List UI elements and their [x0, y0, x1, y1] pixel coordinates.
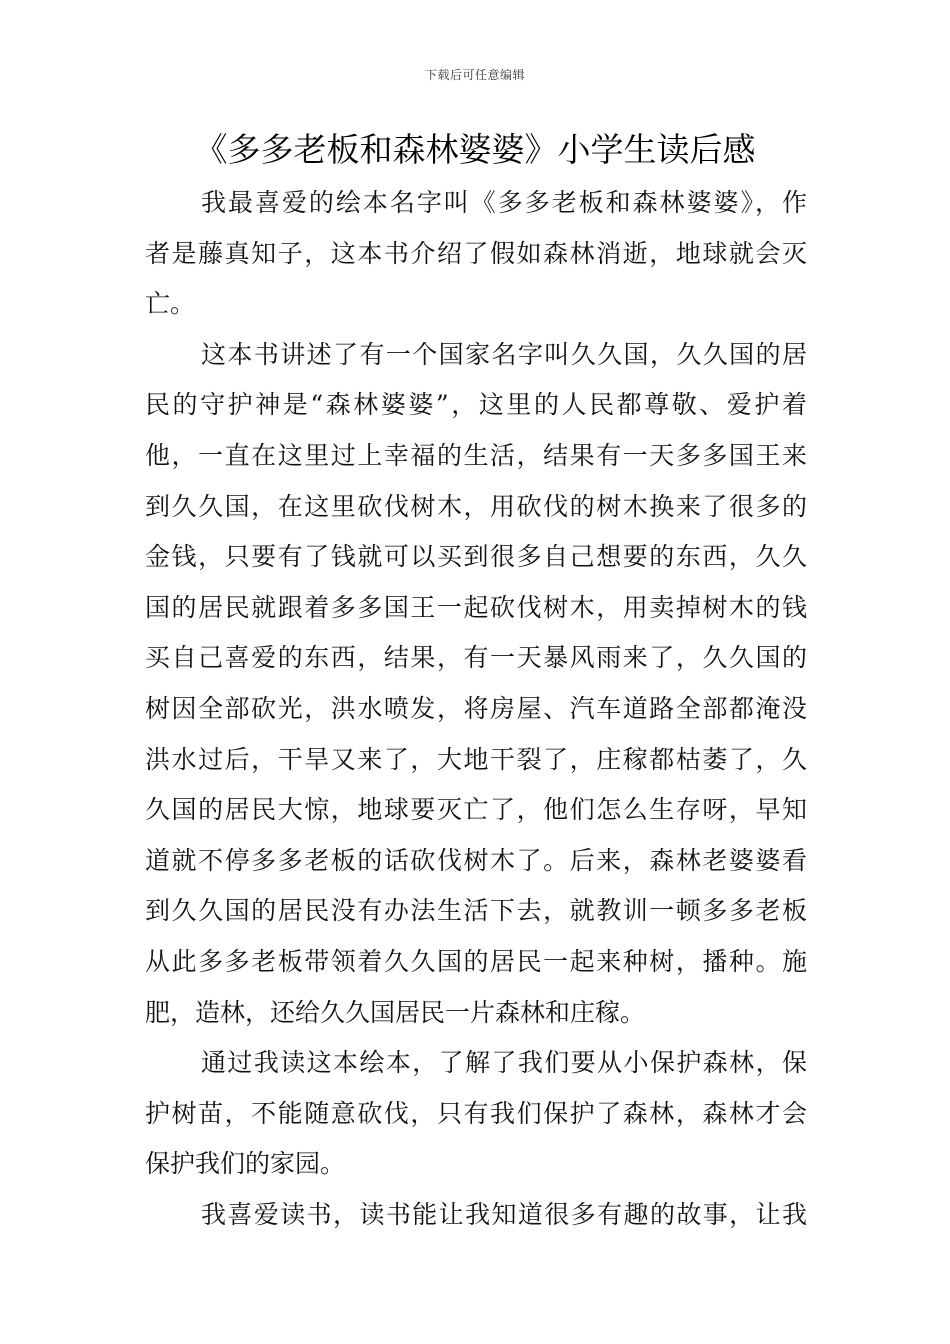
text-line: 道就不停多多老板的话砍伐树木了。后来，森林老婆婆看 — [145, 845, 807, 875]
text-line: 民的守护神是“森林婆婆”，这里的人民都尊敬、爱护着 — [145, 390, 807, 420]
text-line: 从此多多老板带领着久久国的居民一起来种树，播种。施 — [145, 946, 807, 976]
text-line: 肥，造林，还给久久国居民一片森林和庄稼。 — [145, 997, 646, 1027]
text-line: 保护我们的家园。 — [145, 1149, 346, 1179]
text-line: 我最喜爱的绘本名字叫《多多老板和森林婆婆》，作 — [201, 188, 807, 217]
text-line: 护树苗，不能随意砍伐，只有我们保护了森林，森林才会 — [145, 1098, 807, 1128]
document-title: 《多多老板和森林婆婆》小学生读后感 — [194, 130, 756, 169]
text-line: 到久久国的居民没有办法生活下去，就教训一顿多多老板 — [145, 896, 807, 926]
header-note: 下载后可任意编辑 — [424, 68, 525, 82]
text-line: 树因全部砍光，洪水喷发，将房屋、汽车道路全部都淹没 — [145, 693, 807, 723]
text-line: 到久久国，在这里砍伐树木，用砍伐的树木换来了很多的 — [145, 491, 807, 521]
text-line: 洪水过后，干旱又来了，大地干裂了，庄稼都枯萎了，久 — [145, 744, 807, 774]
text-line: 者是藤真知子，这本书介绍了假如森林消逝，地球就会灭 — [145, 238, 807, 268]
text-line: 通过我读这本绘本，了解了我们要从小保护森林，保 — [201, 1048, 807, 1078]
text-line: 亡。 — [145, 289, 196, 319]
text-line: 他，一直在这里过上幸福的生活，结果有一天多多国王来 — [145, 440, 807, 470]
text-line: 买自己喜爱的东西，结果，有一天暴风雨来了，久久国的 — [145, 643, 807, 673]
text-line: 我喜爱读书，读书能让我知道很多有趣的故事，让我 — [201, 1199, 807, 1229]
document-body — [145, 178, 807, 1240]
text-line: 久国的居民大惊，地球要灭亡了，他们怎么生存呀，早知 — [145, 795, 807, 825]
text-line: 金钱，只要有了钱就可以买到很多自己想要的东西，久久 — [145, 542, 807, 572]
text-line: 国的居民就跟着多多国王一起砍伐树木，用卖掉树木的钱 — [145, 592, 807, 622]
text-line: 这本书讲述了有一个国家名字叫久久国，久久国的居 — [201, 339, 807, 369]
